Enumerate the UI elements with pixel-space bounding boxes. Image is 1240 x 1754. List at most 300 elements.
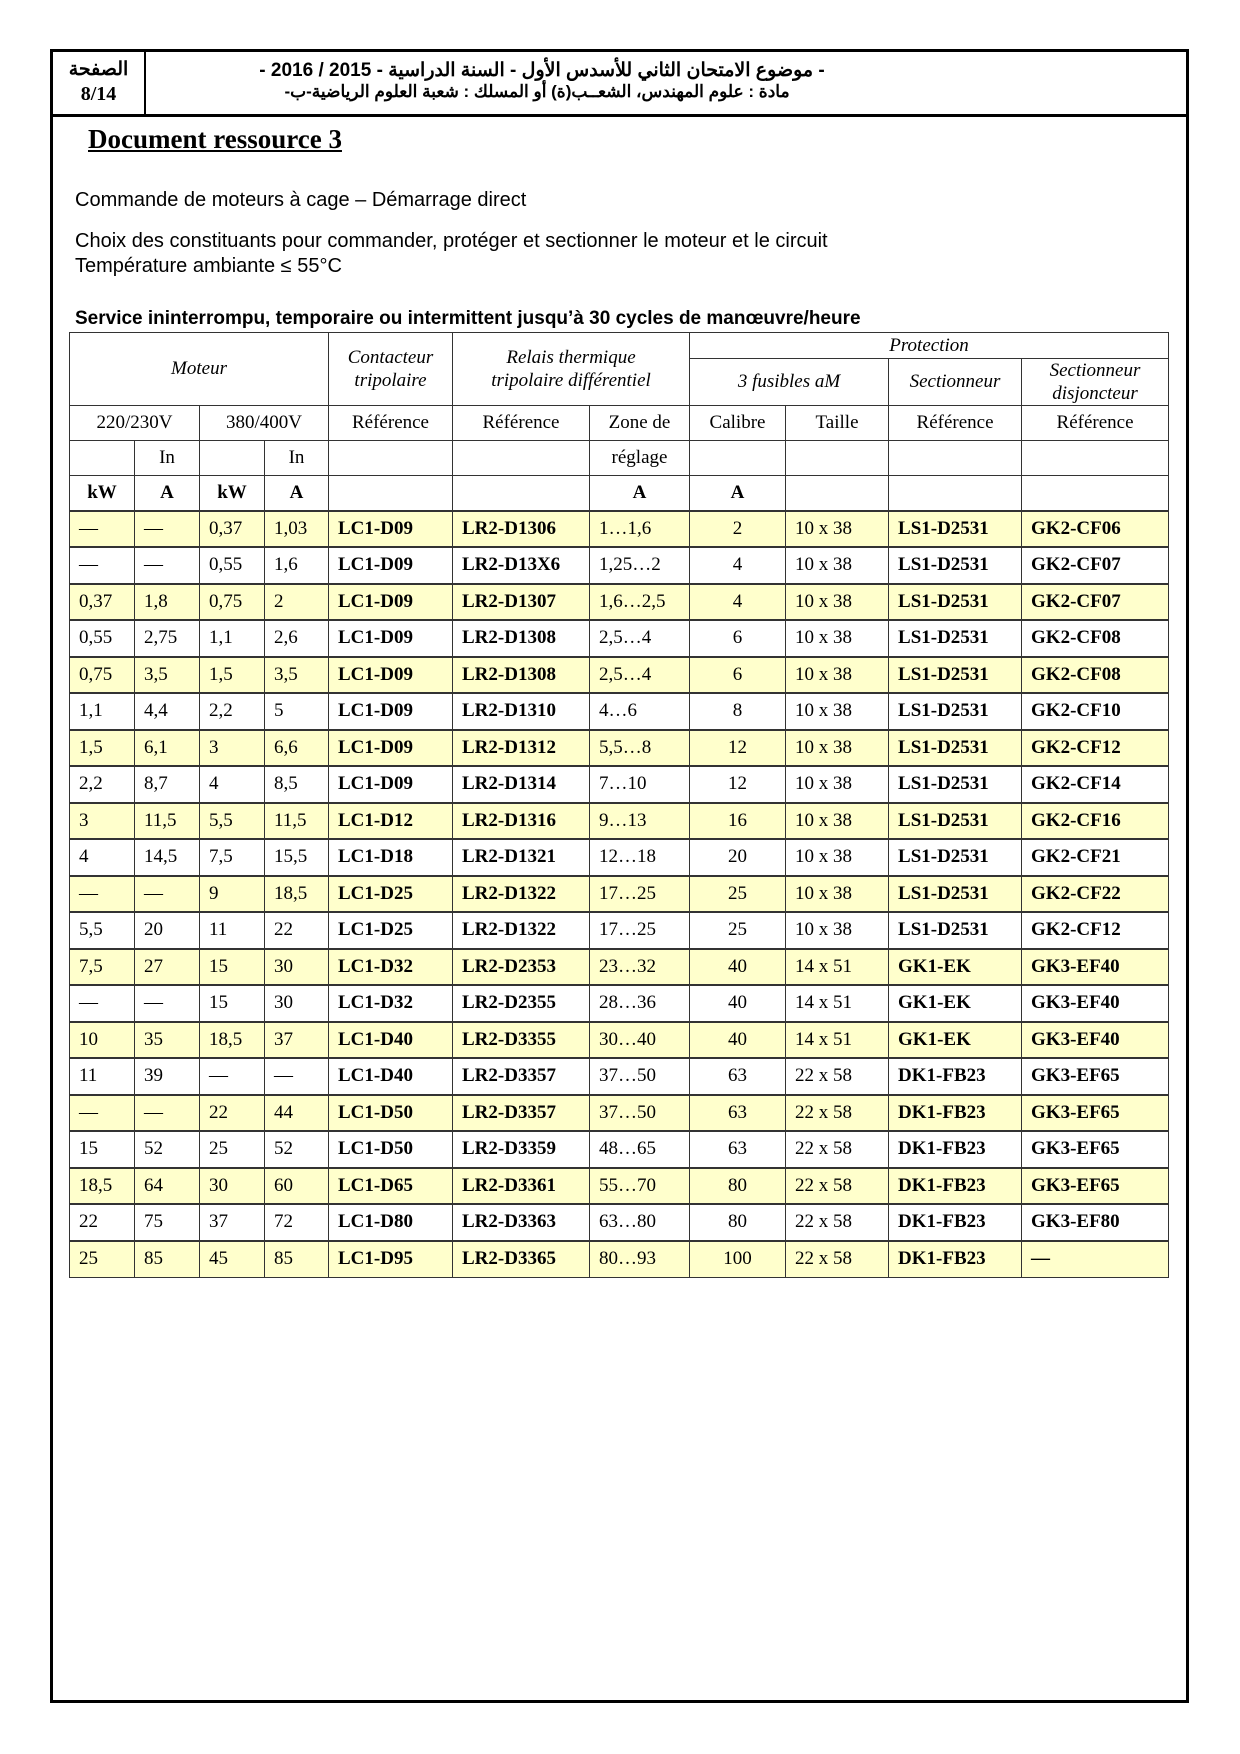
cell-zone-reglage: 12…18 [590, 839, 690, 876]
cell-calibre: 25 [690, 876, 786, 913]
cell-sectionneur-ref: GK1-EK [889, 949, 1022, 986]
cell-taille: 22 x 58 [786, 1204, 889, 1241]
cell-kw-220: 1,5 [70, 730, 135, 767]
cell-in-220: 75 [135, 1204, 200, 1241]
cell-relais-ref: LR2-D1316 [453, 803, 590, 840]
cell-calibre: 40 [690, 985, 786, 1022]
cell-in-220: 4,4 [135, 693, 200, 730]
description-line1: Choix des constituants pour commander, protéger et sectionner le moteur et le circuit [75, 230, 828, 252]
cell-kw-380: 25 [200, 1131, 265, 1168]
cell-contacteur-ref: LC1-D32 [329, 949, 453, 986]
header-protection: Protection [690, 333, 1169, 359]
cell-zone-reglage: 2,5…4 [590, 620, 690, 657]
cell-disjoncteur-ref: GK3-EF65 [1022, 1131, 1169, 1168]
cell-sectionneur-ref: DK1-FB23 [889, 1095, 1022, 1132]
cell-disjoncteur-ref: GK3-EF80 [1022, 1204, 1169, 1241]
cell-kw-220: 1,1 [70, 693, 135, 730]
table-row [70, 1022, 1169, 1059]
cell-calibre: 63 [690, 1058, 786, 1095]
cell-in-380: 2,6 [265, 620, 329, 657]
empty-cell [70, 441, 135, 476]
cell-kw-380: 1,1 [200, 620, 265, 657]
cell-in-220: 8,7 [135, 766, 200, 803]
cell-disjoncteur-ref: — [1022, 1241, 1169, 1278]
cell-disjoncteur-ref: GK3-EF40 [1022, 949, 1169, 986]
motor-components-table [69, 332, 1169, 1278]
unit-a-380: A [265, 476, 329, 511]
cell-disjoncteur-ref: GK3-EF40 [1022, 1022, 1169, 1059]
cell-contacteur-ref: LC1-D09 [329, 730, 453, 767]
cell-in-380: 18,5 [265, 876, 329, 913]
cell-in-380: 60 [265, 1168, 329, 1205]
cell-disjoncteur-ref: GK2-CF12 [1022, 912, 1169, 949]
unit-a-220: A [135, 476, 200, 511]
cell-kw-380: 22 [200, 1095, 265, 1132]
cell-in-220: 1,8 [135, 584, 200, 621]
table-row [70, 547, 1169, 584]
cell-taille: 22 x 58 [786, 1168, 889, 1205]
cell-calibre: 12 [690, 766, 786, 803]
cell-zone-reglage: 37…50 [590, 1095, 690, 1132]
table-row [70, 511, 1169, 548]
cell-calibre: 80 [690, 1168, 786, 1205]
cell-in-220: — [135, 511, 200, 548]
cell-calibre: 63 [690, 1131, 786, 1168]
cell-kw-220: 4 [70, 839, 135, 876]
cell-taille: 10 x 38 [786, 912, 889, 949]
cell-in-380: 44 [265, 1095, 329, 1132]
document-title: Document ressource 3 [88, 124, 342, 154]
cell-kw-380: 0,55 [200, 547, 265, 584]
cell-kw-220: 7,5 [70, 949, 135, 986]
table-row [70, 1204, 1169, 1241]
cell-taille: 10 x 38 [786, 511, 889, 548]
header-380v: 380/400V [200, 406, 329, 441]
cell-taille: 22 x 58 [786, 1095, 889, 1132]
cell-calibre: 40 [690, 949, 786, 986]
cell-zone-reglage: 9…13 [590, 803, 690, 840]
table-row [70, 912, 1169, 949]
cell-relais-ref: LR2-D1314 [453, 766, 590, 803]
cell-kw-220: 0,37 [70, 584, 135, 621]
cell-in-380: 5 [265, 693, 329, 730]
cell-kw-220: 0,75 [70, 657, 135, 694]
cell-kw-220: 15 [70, 1131, 135, 1168]
header-taille: Taille [786, 406, 889, 441]
cell-relais-ref: LR2-D2353 [453, 949, 590, 986]
empty-cell [786, 441, 889, 476]
cell-disjoncteur-ref: GK2-CF08 [1022, 620, 1169, 657]
cell-contacteur-ref: LC1-D50 [329, 1095, 453, 1132]
cell-in-220: — [135, 985, 200, 1022]
empty-cell [200, 441, 265, 476]
exam-title-line2: مادة : علوم المهندس، الشعــب(ة) أو المسلك : شعبة العلوم الرياضية-ب- [284, 82, 790, 101]
cell-relais-ref: LR2-D1306 [453, 511, 590, 548]
cell-zone-reglage: 17…25 [590, 876, 690, 913]
header-zone: Zone de [590, 406, 690, 441]
cell-in-380: 72 [265, 1204, 329, 1241]
cell-relais-ref: LR2-D3357 [453, 1058, 590, 1095]
cell-in-380: — [265, 1058, 329, 1095]
cell-relais-ref: LR2-D1322 [453, 912, 590, 949]
cell-sectionneur-ref: LS1-D2531 [889, 876, 1022, 913]
cell-disjoncteur-ref: GK3-EF65 [1022, 1095, 1169, 1132]
table-row [70, 1168, 1169, 1205]
cell-sectionneur-ref: LS1-D2531 [889, 620, 1022, 657]
table-row [70, 584, 1169, 621]
cell-kw-220: — [70, 985, 135, 1022]
cell-disjoncteur-ref: GK3-EF40 [1022, 985, 1169, 1022]
cell-kw-220: 22 [70, 1204, 135, 1241]
cell-in-220: 14,5 [135, 839, 200, 876]
cell-relais-ref: LR2-D3357 [453, 1095, 590, 1132]
cell-in-380: 3,5 [265, 657, 329, 694]
cell-relais-ref: LR2-D1321 [453, 839, 590, 876]
table-row [70, 1058, 1169, 1095]
cell-contacteur-ref: LC1-D95 [329, 1241, 453, 1278]
cell-kw-380: 15 [200, 949, 265, 986]
cell-zone-reglage: 48…65 [590, 1131, 690, 1168]
cell-calibre: 8 [690, 693, 786, 730]
cell-relais-ref: LR2-D3355 [453, 1022, 590, 1059]
cell-in-380: 1,6 [265, 547, 329, 584]
empty-cell [329, 441, 453, 476]
cell-relais-ref: LR2-D1310 [453, 693, 590, 730]
cell-contacteur-ref: LC1-D18 [329, 839, 453, 876]
cell-disjoncteur-ref: GK2-CF10 [1022, 693, 1169, 730]
cell-sectionneur-ref: LS1-D2531 [889, 803, 1022, 840]
cell-calibre: 100 [690, 1241, 786, 1278]
cell-relais-ref: LR2-D3359 [453, 1131, 590, 1168]
cell-kw-380: 3 [200, 730, 265, 767]
cell-in-220: 2,75 [135, 620, 200, 657]
header-sectionneur: Sectionneur [889, 359, 1022, 406]
cell-contacteur-ref: LC1-D80 [329, 1204, 453, 1241]
service-caption: Service ininterrompu, temporaire ou intermittent jusqu’à 30 cycles de manœuvre/heure [75, 308, 861, 329]
table-row [70, 657, 1169, 694]
cell-in-220: 64 [135, 1168, 200, 1205]
cell-in-380: 15,5 [265, 839, 329, 876]
cell-calibre: 6 [690, 657, 786, 694]
cell-contacteur-ref: LC1-D32 [329, 985, 453, 1022]
cell-zone-reglage: 17…25 [590, 912, 690, 949]
cell-calibre: 4 [690, 547, 786, 584]
cell-kw-220: 10 [70, 1022, 135, 1059]
cell-kw-220: 11 [70, 1058, 135, 1095]
cell-kw-380: 37 [200, 1204, 265, 1241]
cell-disjoncteur-ref: GK2-CF07 [1022, 547, 1169, 584]
empty-cell [453, 476, 590, 511]
header-zone-2: réglage [590, 441, 690, 476]
cell-taille: 22 x 58 [786, 1131, 889, 1168]
cell-taille: 14 x 51 [786, 985, 889, 1022]
cell-relais-ref: LR2-D13X6 [453, 547, 590, 584]
table-row [70, 620, 1169, 657]
cell-kw-220: — [70, 511, 135, 548]
exam-header [53, 52, 1186, 117]
cell-contacteur-ref: LC1-D25 [329, 876, 453, 913]
table-row [70, 730, 1169, 767]
cell-taille: 14 x 51 [786, 1022, 889, 1059]
cell-zone-reglage: 5,5…8 [590, 730, 690, 767]
cell-contacteur-ref: LC1-D09 [329, 620, 453, 657]
header-ref-contacteur: Référence [329, 406, 453, 441]
cell-calibre: 40 [690, 1022, 786, 1059]
header-ref-disjoncteur: Référence [1022, 406, 1169, 441]
cell-kw-380: 11 [200, 912, 265, 949]
header-in-220: In [135, 441, 200, 476]
cell-in-220: — [135, 547, 200, 584]
cell-sectionneur-ref: LS1-D2531 [889, 511, 1022, 548]
header-relais: Relais thermique tripolaire différentiel [453, 333, 690, 406]
table-row [70, 693, 1169, 730]
cell-contacteur-ref: LC1-D09 [329, 547, 453, 584]
cell-sectionneur-ref: LS1-D2531 [889, 693, 1022, 730]
cell-relais-ref: LR2-D1308 [453, 620, 590, 657]
empty-cell [1022, 476, 1169, 511]
cell-zone-reglage: 55…70 [590, 1168, 690, 1205]
cell-sectionneur-ref: LS1-D2531 [889, 912, 1022, 949]
cell-in-220: — [135, 1095, 200, 1132]
cell-sectionneur-ref: GK1-EK [889, 985, 1022, 1022]
cell-contacteur-ref: LC1-D09 [329, 584, 453, 621]
cell-kw-220: 3 [70, 803, 135, 840]
cell-sectionneur-ref: LS1-D2531 [889, 766, 1022, 803]
cell-disjoncteur-ref: GK2-CF07 [1022, 584, 1169, 621]
cell-sectionneur-ref: DK1-FB23 [889, 1058, 1022, 1095]
cell-contacteur-ref: LC1-D12 [329, 803, 453, 840]
cell-zone-reglage: 23…32 [590, 949, 690, 986]
cell-kw-220: 25 [70, 1241, 135, 1278]
table-row [70, 949, 1169, 986]
cell-relais-ref: LR2-D1322 [453, 876, 590, 913]
cell-disjoncteur-ref: GK2-CF21 [1022, 839, 1169, 876]
cell-kw-380: 2,2 [200, 693, 265, 730]
cell-kw-380: 45 [200, 1241, 265, 1278]
unit-kw-220: kW [70, 476, 135, 511]
cell-sectionneur-ref: DK1-FB23 [889, 1168, 1022, 1205]
cell-zone-reglage: 7…10 [590, 766, 690, 803]
cell-taille: 10 x 38 [786, 547, 889, 584]
empty-cell [889, 441, 1022, 476]
header-moteur: Moteur [70, 333, 329, 406]
cell-in-380: 2 [265, 584, 329, 621]
cell-taille: 10 x 38 [786, 584, 889, 621]
cell-relais-ref: LR2-D1307 [453, 584, 590, 621]
empty-cell [786, 476, 889, 511]
cell-zone-reglage: 1,25…2 [590, 547, 690, 584]
page-label: الصفحة [68, 59, 129, 80]
cell-sectionneur-ref: LS1-D2531 [889, 657, 1022, 694]
cell-calibre: 80 [690, 1204, 786, 1241]
cell-contacteur-ref: LC1-D09 [329, 657, 453, 694]
description-line2: Température ambiante ≤ 55°C [75, 255, 342, 277]
cell-kw-220: 0,55 [70, 620, 135, 657]
cell-kw-380: 0,75 [200, 584, 265, 621]
cell-in-220: 52 [135, 1131, 200, 1168]
cell-in-380: 8,5 [265, 766, 329, 803]
cell-in-380: 30 [265, 949, 329, 986]
cell-taille: 10 x 38 [786, 839, 889, 876]
cell-in-220: — [135, 876, 200, 913]
cell-contacteur-ref: LC1-D65 [329, 1168, 453, 1205]
cell-relais-ref: LR2-D1312 [453, 730, 590, 767]
cell-calibre: 2 [690, 511, 786, 548]
cell-disjoncteur-ref: GK2-CF12 [1022, 730, 1169, 767]
header-contacteur: Contacteur tripolaire [329, 333, 453, 406]
cell-kw-380: 30 [200, 1168, 265, 1205]
cell-taille: 22 x 58 [786, 1058, 889, 1095]
cell-disjoncteur-ref: GK3-EF65 [1022, 1168, 1169, 1205]
cell-relais-ref: LR2-D3365 [453, 1241, 590, 1278]
cell-in-220: 20 [135, 912, 200, 949]
cell-kw-380: 5,5 [200, 803, 265, 840]
cell-taille: 10 x 38 [786, 657, 889, 694]
cell-kw-380: 0,37 [200, 511, 265, 548]
empty-cell [329, 476, 453, 511]
cell-kw-380: 4 [200, 766, 265, 803]
cell-contacteur-ref: LC1-D25 [329, 912, 453, 949]
cell-kw-220: — [70, 1095, 135, 1132]
cell-in-380: 37 [265, 1022, 329, 1059]
cell-in-380: 6,6 [265, 730, 329, 767]
cell-taille: 10 x 38 [786, 803, 889, 840]
cell-sectionneur-ref: LS1-D2531 [889, 839, 1022, 876]
cell-disjoncteur-ref: GK3-EF65 [1022, 1058, 1169, 1095]
cell-kw-220: — [70, 876, 135, 913]
cell-calibre: 4 [690, 584, 786, 621]
cell-in-220: 11,5 [135, 803, 200, 840]
cell-kw-380: — [200, 1058, 265, 1095]
cell-kw-380: 18,5 [200, 1022, 265, 1059]
cell-in-220: 6,1 [135, 730, 200, 767]
cell-contacteur-ref: LC1-D40 [329, 1022, 453, 1059]
cell-kw-220: 2,2 [70, 766, 135, 803]
cell-disjoncteur-ref: GK2-CF06 [1022, 511, 1169, 548]
cell-zone-reglage: 63…80 [590, 1204, 690, 1241]
cell-zone-reglage: 37…50 [590, 1058, 690, 1095]
cell-zone-reglage: 1…1,6 [590, 511, 690, 548]
table-row [70, 766, 1169, 803]
cell-relais-ref: LR2-D2355 [453, 985, 590, 1022]
table-body [70, 511, 1169, 1278]
cell-zone-reglage: 80…93 [590, 1241, 690, 1278]
cell-contacteur-ref: LC1-D09 [329, 693, 453, 730]
table-row [70, 876, 1169, 913]
cell-in-380: 1,03 [265, 511, 329, 548]
cell-contacteur-ref: LC1-D50 [329, 1131, 453, 1168]
cell-sectionneur-ref: LS1-D2531 [889, 547, 1022, 584]
cell-calibre: 12 [690, 730, 786, 767]
empty-cell [889, 476, 1022, 511]
cell-in-220: 35 [135, 1022, 200, 1059]
cell-taille: 10 x 38 [786, 620, 889, 657]
table-row [70, 1241, 1169, 1278]
cell-in-380: 30 [265, 985, 329, 1022]
cell-sectionneur-ref: LS1-D2531 [889, 584, 1022, 621]
cell-zone-reglage: 1,6…2,5 [590, 584, 690, 621]
cell-zone-reglage: 2,5…4 [590, 657, 690, 694]
header-220v: 220/230V [70, 406, 200, 441]
cell-contacteur-ref: LC1-D40 [329, 1058, 453, 1095]
cell-relais-ref: LR2-D3361 [453, 1168, 590, 1205]
cell-taille: 10 x 38 [786, 693, 889, 730]
cell-in-220: 39 [135, 1058, 200, 1095]
page-indicator [53, 52, 146, 114]
table-row [70, 839, 1169, 876]
cell-sectionneur-ref: DK1-FB23 [889, 1131, 1022, 1168]
cell-taille: 10 x 38 [786, 766, 889, 803]
cell-in-220: 3,5 [135, 657, 200, 694]
unit-a-calibre: A [690, 476, 786, 511]
unit-kw-380: kW [200, 476, 265, 511]
cell-zone-reglage: 4…6 [590, 693, 690, 730]
cell-disjoncteur-ref: GK2-CF14 [1022, 766, 1169, 803]
cell-kw-220: 5,5 [70, 912, 135, 949]
cell-taille: 10 x 38 [786, 876, 889, 913]
cell-contacteur-ref: LC1-D09 [329, 766, 453, 803]
cell-disjoncteur-ref: GK2-CF22 [1022, 876, 1169, 913]
cell-kw-380: 9 [200, 876, 265, 913]
cell-taille: 22 x 58 [786, 1241, 889, 1278]
header-calibre: Calibre [690, 406, 786, 441]
table-row [70, 803, 1169, 840]
cell-in-380: 52 [265, 1131, 329, 1168]
cell-calibre: 63 [690, 1095, 786, 1132]
exam-title [148, 52, 1186, 114]
cell-relais-ref: LR2-D1308 [453, 657, 590, 694]
empty-cell [690, 441, 786, 476]
empty-cell [1022, 441, 1169, 476]
header-in-380: In [265, 441, 329, 476]
unit-a-zone: A [590, 476, 690, 511]
cell-disjoncteur-ref: GK2-CF08 [1022, 657, 1169, 694]
cell-kw-220: — [70, 547, 135, 584]
table-row [70, 1095, 1169, 1132]
cell-disjoncteur-ref: GK2-CF16 [1022, 803, 1169, 840]
table-row [70, 1131, 1169, 1168]
header-sectionneur-disjoncteur: Sectionneur disjoncteur [1022, 359, 1169, 406]
cell-sectionneur-ref: GK1-EK [889, 1022, 1022, 1059]
cell-in-220: 85 [135, 1241, 200, 1278]
cell-sectionneur-ref: DK1-FB23 [889, 1241, 1022, 1278]
cell-kw-380: 15 [200, 985, 265, 1022]
cell-calibre: 6 [690, 620, 786, 657]
cell-zone-reglage: 30…40 [590, 1022, 690, 1059]
cell-calibre: 16 [690, 803, 786, 840]
cell-in-220: 27 [135, 949, 200, 986]
document-subtitle: Commande de moteurs à cage – Démarrage direct [75, 189, 527, 211]
cell-taille: 14 x 51 [786, 949, 889, 986]
cell-sectionneur-ref: DK1-FB23 [889, 1204, 1022, 1241]
header-ref-sectionneur: Référence [889, 406, 1022, 441]
cell-calibre: 20 [690, 839, 786, 876]
cell-sectionneur-ref: LS1-D2531 [889, 730, 1022, 767]
cell-taille: 10 x 38 [786, 730, 889, 767]
cell-kw-380: 1,5 [200, 657, 265, 694]
empty-cell [453, 441, 590, 476]
cell-kw-380: 7,5 [200, 839, 265, 876]
page-number: 8/14 [80, 83, 117, 105]
header-fusibles: 3 fusibles aM [690, 359, 889, 406]
cell-in-380: 11,5 [265, 803, 329, 840]
exam-title-line1: - موضوع الامتحان الثاني للأسدس الأول - السنة الدراسية - 2015 / 2016 - [259, 60, 825, 81]
cell-calibre: 25 [690, 912, 786, 949]
table-row [70, 985, 1169, 1022]
cell-contacteur-ref: LC1-D09 [329, 511, 453, 548]
cell-relais-ref: LR2-D3363 [453, 1204, 590, 1241]
header-ref-relais: Référence [453, 406, 590, 441]
